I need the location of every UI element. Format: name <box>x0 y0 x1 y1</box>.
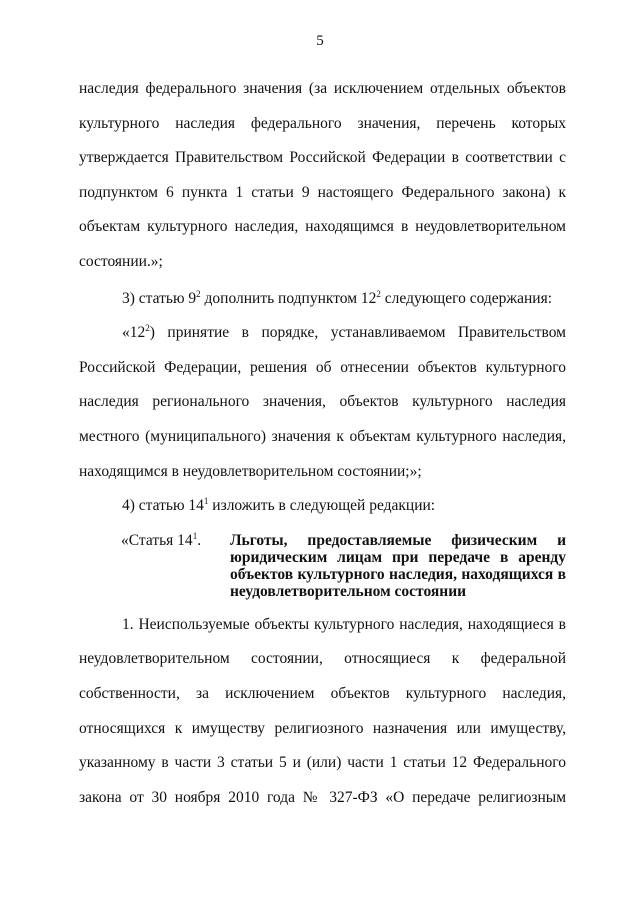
article-title <box>230 532 566 600</box>
article-title-rest: юридическим лицам при передаче в аренду объектов культурного наследия, находящихся в неудовлетворительном состоянии <box>230 548 566 600</box>
article-number-text-a: «Статья 14 <box>121 531 193 549</box>
article-heading <box>79 532 566 600</box>
subitem-superscript: 2 <box>145 323 150 334</box>
item-4-superscript: 1 <box>203 496 209 507</box>
page-number: 5 <box>316 33 324 49</box>
paragraph-item-4 <box>79 489 566 524</box>
item-3-superscript-2: 2 <box>376 288 381 299</box>
article-number-text-b: . <box>197 531 202 549</box>
paragraph-clause-1 <box>79 608 566 816</box>
item-4-text-b: изложить в следующей редакции: <box>208 497 436 515</box>
paragraph-subitem-12-2 <box>79 316 566 489</box>
article-number <box>79 532 230 549</box>
item-3-text-a: 3) статью 9 <box>122 289 197 307</box>
paragraph-continuation-text: наследия федерального значения (за исключением отдельных объектов культурного наследия федерального значения, перечень которых утверждается Правительством Российской Федерации в соответствии с подпунктом 6 пункта 1 статьи 9 настоящего Федерального закона) к объектам культурного наследия, находящимся в неудовлетворительном состоянии.»; <box>79 80 566 270</box>
item-4-text-a: 4) статью 14 <box>122 497 204 515</box>
document-body <box>79 72 566 815</box>
subitem-text-b: ) принятие в порядке, устанавливаемом Правительством Российской Федерации, решения об отнесении объектов культурного наследия регионального значения, объектов культурного наследия местного (муниципального) значения к объектам культурного наследия, находящимся в неудовлетворительном состоянии;»; <box>79 324 566 480</box>
item-3-text-c: следующего содержания: <box>380 289 553 307</box>
clause-1-text: 1. Неиспользуемые объекты культурного наследия, находящиеся в неудовлетворительном состоянии, относящиеся к федеральной собственности, за исключением объектов культурного наследия, относящихся к имуществу религиозного назначения или имуществу, указанному в части 3 статьи 5 и (или) части 1 статьи 12 Федерального закона от 30 ноября 2010 года № 327-ФЗ «О передаче религиозным <box>79 615 566 806</box>
paragraph-item-3 <box>79 282 566 317</box>
article-title-line-1: Льготы, предоставляемые физическим и <box>230 531 566 549</box>
item-3-text-b: дополнить подпунктом 12 <box>200 289 377 307</box>
paragraph-continuation <box>79 72 566 280</box>
item-3-superscript-1: 2 <box>196 288 201 299</box>
article-number-superscript: 1 <box>192 530 198 541</box>
subitem-text-a: «12 <box>122 324 146 342</box>
